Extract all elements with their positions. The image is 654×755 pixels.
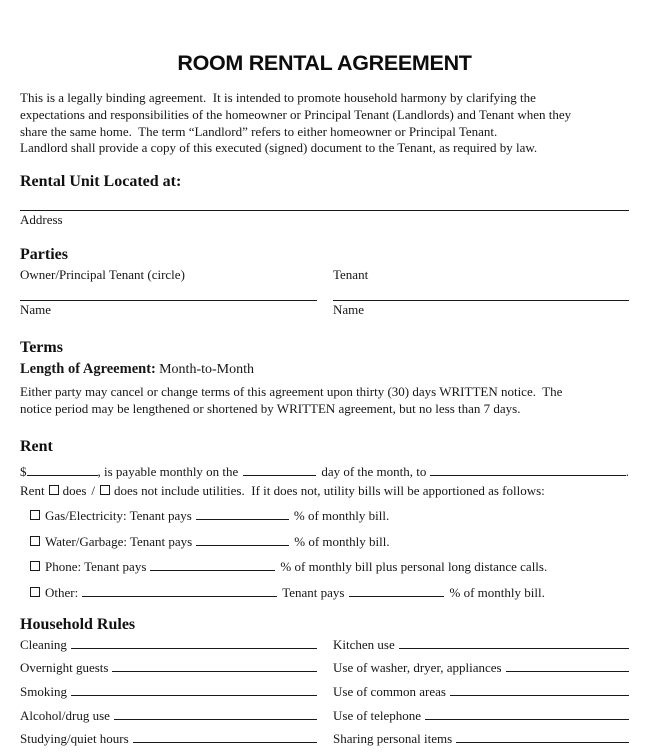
rent-utilities-sentence bbox=[20, 482, 629, 499]
water-garbage-checkbox[interactable] bbox=[30, 536, 40, 546]
rent-day-input-line[interactable] bbox=[243, 472, 316, 476]
owner-name-label: Name bbox=[20, 302, 52, 318]
address-input-line[interactable] bbox=[20, 210, 629, 211]
phone-suffix: % of monthly bill plus personal long distance calls. bbox=[280, 559, 548, 575]
parties-heading: Parties bbox=[20, 246, 68, 264]
washer-dryer-label: Use of washer, dryer, appliances bbox=[333, 660, 502, 676]
utility-row-phone bbox=[30, 559, 629, 575]
terms-line: notice period may be lengthened or shortened by WRITTEN agreement, but no less than 7 days. bbox=[20, 400, 521, 416]
tenant-name-input-line[interactable] bbox=[333, 300, 629, 301]
tenant-name-label: Name bbox=[333, 302, 365, 318]
kitchen-use-label: Kitchen use bbox=[333, 636, 395, 652]
rules-row bbox=[20, 731, 629, 755]
rent-day-text: day of the month, to bbox=[321, 463, 427, 479]
common-areas-input-line[interactable] bbox=[450, 692, 629, 696]
intro-line: share the same home. The term “Landlord” refers to either homeowner or Principal Tenant. bbox=[20, 123, 498, 139]
rent-utilities-prefix: Rent bbox=[20, 482, 45, 498]
sentence-period: . bbox=[625, 463, 629, 479]
phone-percent-input-line[interactable] bbox=[150, 567, 275, 571]
washer-dryer-input-line[interactable] bbox=[506, 668, 629, 672]
rental-unit-heading: Rental Unit Located at: bbox=[20, 173, 182, 191]
kitchen-use-input-line[interactable] bbox=[399, 645, 629, 649]
gas-electricity-label: Gas/Electricity: Tenant pays bbox=[45, 508, 192, 524]
water-suffix: % of monthly bill. bbox=[294, 533, 390, 549]
rent-does-checkbox[interactable] bbox=[49, 485, 59, 495]
phone-checkbox[interactable] bbox=[30, 561, 40, 571]
telephone-label: Use of telephone bbox=[333, 707, 422, 723]
other-mid-text: Tenant pays bbox=[282, 584, 345, 600]
other-checkbox[interactable] bbox=[30, 587, 40, 597]
household-rules-grid bbox=[20, 637, 629, 755]
rules-row bbox=[20, 637, 629, 661]
intro-line: Landlord shall provide a copy of this executed (signed) document to the Tenant, as required by law. bbox=[20, 140, 538, 156]
owner-label: Owner/Principal Tenant (circle) bbox=[20, 267, 185, 283]
water-garbage-label: Water/Garbage: Tenant pays bbox=[45, 533, 193, 549]
does-not-text: does not include utilities. If it does not, utility bills will be apportioned as follows: bbox=[114, 482, 545, 498]
dollar-sign: $ bbox=[20, 463, 27, 479]
tenant-label: Tenant bbox=[333, 267, 369, 283]
terms-body bbox=[20, 384, 629, 418]
does-label: does bbox=[62, 482, 87, 498]
utility-row-other bbox=[30, 585, 629, 601]
quiet-hours-input-line[interactable] bbox=[133, 739, 317, 743]
rent-payee-input-line[interactable] bbox=[430, 472, 625, 476]
other-description-input-line[interactable] bbox=[82, 593, 277, 597]
smoking-input-line[interactable] bbox=[71, 692, 317, 696]
alcohol-drug-label: Alcohol/drug use bbox=[20, 707, 110, 723]
terms-heading: Terms bbox=[20, 339, 63, 357]
gas-percent-input-line[interactable] bbox=[196, 516, 289, 520]
rent-payable-sentence bbox=[20, 464, 629, 480]
slash-separator: / bbox=[91, 482, 96, 498]
rent-amount-input-line[interactable] bbox=[27, 472, 98, 476]
smoking-label: Smoking bbox=[20, 683, 67, 699]
intro-paragraph bbox=[20, 90, 629, 157]
page-title: ROOM RENTAL AGREEMENT bbox=[177, 51, 472, 75]
telephone-input-line[interactable] bbox=[425, 716, 629, 720]
other-label: Other: bbox=[45, 584, 79, 600]
water-percent-input-line[interactable] bbox=[196, 542, 289, 546]
quiet-hours-label: Studying/quiet hours bbox=[20, 731, 129, 747]
intro-line: expectations and responsibilities of the homeowner or Principal Tenant (Landlords) and Tenant when they bbox=[20, 106, 572, 122]
owner-name-input-line[interactable] bbox=[20, 300, 317, 301]
length-of-agreement-label: Length of Agreement: bbox=[20, 361, 156, 378]
cleaning-label: Cleaning bbox=[20, 636, 67, 652]
address-label: Address bbox=[20, 212, 63, 228]
rules-row bbox=[20, 684, 629, 708]
gas-electricity-checkbox[interactable] bbox=[30, 510, 40, 520]
overnight-guests-label: Overnight guests bbox=[20, 660, 109, 676]
cleaning-input-line[interactable] bbox=[71, 645, 317, 649]
alcohol-drug-input-line[interactable] bbox=[114, 716, 317, 720]
terms-line: Either party may cancel or change terms of this agreement upon thirty (30) days WRITTEN notice. The bbox=[20, 384, 563, 400]
phone-label: Phone: Tenant pays bbox=[45, 559, 147, 575]
utility-row-gas bbox=[30, 508, 629, 524]
utility-row-water bbox=[30, 534, 629, 550]
rules-row bbox=[20, 660, 629, 684]
common-areas-label: Use of common areas bbox=[333, 683, 446, 699]
sharing-items-input-line[interactable] bbox=[456, 739, 629, 743]
rent-heading: Rent bbox=[20, 437, 53, 455]
rent-does-not-checkbox[interactable] bbox=[100, 485, 110, 495]
rules-row bbox=[20, 708, 629, 732]
other-suffix: % of monthly bill. bbox=[449, 584, 545, 600]
gas-suffix: % of monthly bill. bbox=[293, 508, 390, 524]
sharing-items-label: Sharing personal items bbox=[333, 731, 453, 747]
other-percent-input-line[interactable] bbox=[349, 593, 444, 597]
rent-payable-text: , is payable monthly on the bbox=[97, 463, 239, 479]
length-of-agreement-value: Month-to-Month bbox=[159, 362, 254, 378]
household-rules-heading: Household Rules bbox=[20, 615, 136, 633]
intro-line: This is a legally binding agreement. It is intended to promote household harmony by clarifying the bbox=[20, 90, 536, 105]
overnight-guests-input-line[interactable] bbox=[112, 668, 317, 672]
